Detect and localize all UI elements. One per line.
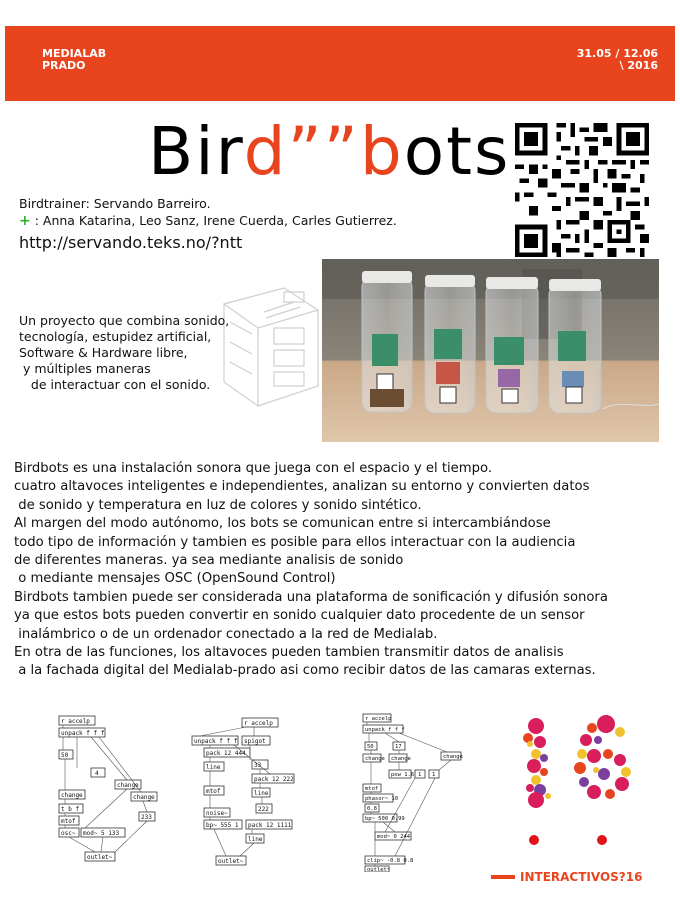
patch1-text-9: mtof xyxy=(61,818,76,825)
patch3-text-1: r accelp xyxy=(365,716,392,722)
patch1-text-5: change xyxy=(61,792,83,799)
patch3-text-14: bp~ 500 0.99 xyxy=(365,816,405,822)
interactivos-16-logo xyxy=(510,712,638,852)
title-part1: Bir xyxy=(148,113,244,190)
intro-line-1: Un proyecto que combina sonido, xyxy=(19,313,230,328)
intro-line-5: de interactuar con el sonido. xyxy=(19,377,211,392)
intro-line-3: Software & Hardware libre, xyxy=(19,345,188,360)
org-name xyxy=(42,48,162,72)
patch3-text-17: outlet~ xyxy=(367,867,391,872)
patch1-text-1: r accelp xyxy=(61,718,90,725)
org-line2: PRADO xyxy=(42,59,86,72)
desc-line-5: todo tipo de información y tambien es posible para ellos interactuar con la audiencia xyxy=(14,534,576,550)
patch3-text-16: clip~ -0.8 0.8 xyxy=(367,858,414,864)
plus-icon: + xyxy=(19,213,31,229)
patch1-text-2: unpack f f f xyxy=(61,730,105,737)
patch2-text-2: unpack f f f xyxy=(194,738,238,745)
intro-line-4: y múltiples maneras xyxy=(19,361,151,376)
patch1-text-4: 4 xyxy=(95,770,99,777)
patch2-text-8: mtof xyxy=(206,788,221,795)
circuit-board-illustration xyxy=(214,282,322,412)
event-dates xyxy=(518,48,658,72)
patch1-text-12: mod~ 5 133 xyxy=(83,830,120,837)
collaborators-names: : Anna Katarina, Leo Sanz, Irene Cuerda, Carles Gutierrez. xyxy=(30,213,397,228)
pd-patch-1 xyxy=(55,712,165,862)
footer-accent-bar xyxy=(491,875,515,879)
desc-line-3: de sonido y temperatura en luz de colores y sonido sintético. xyxy=(14,497,422,513)
patch3-text-10: 1 xyxy=(432,772,436,778)
desc-line-4: Al margen del modo autónomo, los bots se comunican entre si intercambiándose xyxy=(14,516,551,532)
qr-code-icon xyxy=(515,123,649,257)
footer-label: INTERACTIVOS?16 xyxy=(520,870,643,884)
patch3-text-9: 1 xyxy=(418,772,422,778)
patch3-text-3: 50 xyxy=(367,744,374,750)
patch2-text-3: spigot xyxy=(244,738,266,745)
patch3-text-8: pow 1.6 xyxy=(391,772,415,778)
desc-line-10: inalámbrico o de un ordenador conectado a la red de Medialab. xyxy=(14,626,438,642)
desc-line-1: Birdbots es una instalación sonora que juega con el espacio y el tiempo. xyxy=(14,461,493,476)
patch2-text-5: 33 xyxy=(254,762,262,769)
page-title xyxy=(148,112,510,192)
patch3-text-15: mod~ 0 244 xyxy=(377,834,411,840)
patch1-text-3: 50 xyxy=(61,752,69,759)
patch2-text-6: line xyxy=(206,764,221,771)
patch2-text-7: pack 12 222 xyxy=(254,776,294,783)
dates-line1: 31.05 / 12.06 xyxy=(576,47,658,60)
pd-patch-3 xyxy=(355,712,465,872)
patch1-text-11: osc~ xyxy=(61,830,76,837)
header-bar xyxy=(5,26,675,101)
pd-patch-2 xyxy=(190,716,300,866)
patch3-text-4: 17 xyxy=(395,744,402,750)
patch2-text-12: bp~ 555 1 xyxy=(206,822,239,829)
title-part2: dˮˮb xyxy=(243,113,404,190)
patch2-text-10: noise~ xyxy=(206,810,228,817)
desc-line-6: de diferentes maneras. ya sea mediante analisis de sonido xyxy=(14,553,404,569)
title-part3: ots xyxy=(403,113,511,190)
patch2-text-1: r accelp xyxy=(244,720,273,727)
patch2-text-9: line xyxy=(254,790,269,797)
desc-line-7: o mediante mensajes OSC (OpenSound Control) xyxy=(14,571,336,587)
patch3-text-7: change xyxy=(443,754,463,760)
patch1-text-10: 233 xyxy=(141,814,152,821)
patch1-text-13: outlet~ xyxy=(87,854,113,861)
dates-line2: \ 2016 xyxy=(619,59,658,72)
patch1-text-8: t b f xyxy=(61,806,80,813)
patch3-text-11: mtof xyxy=(365,786,379,792)
org-line1: MEDIALAB xyxy=(42,47,107,60)
patch3-text-6: change xyxy=(391,756,411,762)
patch2-text-14: line xyxy=(248,836,263,843)
patch3-text-12: phasor~ 10 xyxy=(365,796,399,802)
patch3-text-13: 0.8 xyxy=(367,806,377,812)
birdtrainer-credit: Birdtrainer: Servando Barreiro. xyxy=(19,196,211,211)
desc-line-2: cuatro altavoces inteligentes e independientes, analizan su entorno y convierten datos xyxy=(14,479,590,495)
patch2-text-15: outlet~ xyxy=(218,858,244,865)
patch2-text-13: pack 12 1111 xyxy=(248,822,292,829)
patch3-text-5: change xyxy=(365,756,385,762)
desc-line-12: a la fachada digital del Medialab-prado asi como recibir datos de las camaras externas. xyxy=(14,663,596,679)
description xyxy=(14,460,674,681)
desc-line-9: ya que estos bots pueden convertir en sonido cualquier dato procedente de un sensor xyxy=(14,608,585,624)
intro-line-2: tecnología, estupidez artificial, xyxy=(19,329,212,344)
patch2-text-11: 222 xyxy=(258,806,269,813)
patch2-text-4: pack 12 444 xyxy=(206,750,246,757)
collaborators-credit xyxy=(19,213,397,229)
patch3-text-2: unpack f f f xyxy=(365,727,405,733)
desc-line-11: En otra de las funciones, los altavoces pueden tambien transmitir datos de analisis xyxy=(14,645,564,661)
desc-line-8: Birdbots tambien puede ser considerada una plataforma de sonificación y difusión sonora xyxy=(14,589,608,605)
birdbots-photo xyxy=(322,259,659,442)
patch1-text-7: change xyxy=(133,794,155,801)
project-url[interactable]: http://servando.teks.no/?ntt xyxy=(19,233,243,252)
patch1-text-6: change xyxy=(117,782,139,789)
